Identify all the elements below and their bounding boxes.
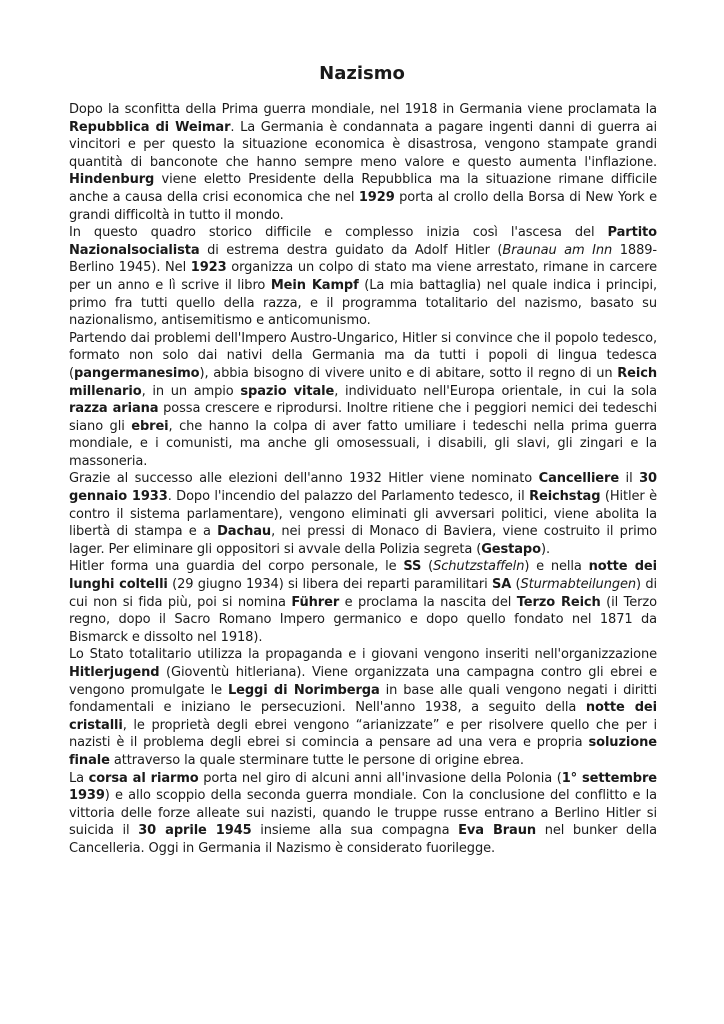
bold-term: Dachau xyxy=(217,524,272,540)
text-run: viene eletto Presidente della Repubblica ma la situazione rimane difficile anche a causa della crisi economica che nel xyxy=(69,172,657,205)
bold-term: notte dei lunghi coltelli xyxy=(69,559,657,593)
bold-term: ebrei xyxy=(131,418,169,434)
text-run: (Gioventù hitleriana). Viene organizzata una campagna contro gli ebrei e vengono promulgate le xyxy=(69,665,657,698)
text-run: , le proprietà degli ebrei vengono “arianizzate” e per risolvere quello che per i nazisti è il problema degli ebrei si comincia a pensare ad una vera e propria xyxy=(69,717,657,751)
bold-term: 1923 xyxy=(190,260,227,276)
text-run: 1889-Berlino 1945). Nel xyxy=(69,242,658,276)
bold-term: 1° settembre 1939 xyxy=(69,770,657,804)
text-run: ( xyxy=(511,577,521,593)
bold-term: 30 gennaio 1933 xyxy=(69,471,658,505)
text-run: ) di cui non si fida più, poi si nomina xyxy=(69,577,657,610)
text-run: porta al crollo della Borsa di New York e grandi difficoltà in tutto il mondo. xyxy=(69,189,657,223)
text-run: ) e allo scoppio della seconda guerra mondiale. Con la conclusione del conflitto e la vittoria delle forze alleate sui nazisti, quando le truppe russe entrano a Berlino Hitler si suicida il xyxy=(69,788,657,839)
bold-term: Leggi di Norimberga xyxy=(227,682,380,698)
bold-term: Terzo Reich xyxy=(516,594,601,610)
text-run: In questo quadro storico difficile e complesso inizia così l'ascesa del xyxy=(69,225,608,241)
text-run: , individuato nell'Europa orientale, in cui la sola xyxy=(334,383,657,399)
bold-term: Partito Nazionalsocialista xyxy=(69,225,657,258)
text-run: (La mia battaglia) nel quale indica i principi, primo fra tutti quello della razza, e il programma totalitario del nazismo, basato su nazionalismo, antisemitismo e anticomunismo. xyxy=(69,277,658,329)
text-run: , che hanno la colpa di aver fatto umiliare i tedeschi nella prima guerra mondiale, e i comunisti, ma anche gli omosessuali, i disabili, gli slavi, gli zingari e la massoneria. xyxy=(69,418,657,469)
bold-term: Hindenburg xyxy=(69,172,155,188)
text-run: possa crescere e riprodursi. Inoltre ritiene che i peggiori nemici dei tedeschi siano gli xyxy=(69,401,657,434)
bold-term: notte dei cristalli xyxy=(69,700,657,733)
paragraph xyxy=(69,470,657,558)
text-run: La xyxy=(69,770,89,786)
bold-term: corsa al riarmo xyxy=(88,770,199,786)
paragraph xyxy=(69,101,657,224)
bold-term: Cancelliere xyxy=(538,471,620,487)
page-title: Nazismo xyxy=(319,63,405,84)
italic-term: Braunau am Inn xyxy=(502,242,613,258)
bold-term: Führer xyxy=(291,594,340,610)
paragraph xyxy=(69,770,657,858)
bold-term: Gestapo xyxy=(481,541,541,557)
text-run: attraverso la quale sterminare tutte le persone di origine ebrea. xyxy=(109,752,524,768)
text-run: nel bunker della Cancelleria. Oggi in Germania il Nazismo è considerato fuorilegge. xyxy=(69,823,657,856)
italic-term: Sturmabteilungen xyxy=(520,577,637,593)
bold-term: Reich millenario xyxy=(69,365,657,399)
bold-term: spazio vitale xyxy=(240,383,335,399)
bold-term: SS xyxy=(403,559,422,575)
text-run: Dopo la sconfitta della Prima guerra mondiale, nel 1918 in Germania viene proclamata la xyxy=(69,102,657,117)
text-run: ), abbia bisogno di vivere unito e di abitare, sotto il regno di un xyxy=(199,365,618,381)
bold-term: 30 aprile 1945 xyxy=(138,823,252,839)
text-run: ( xyxy=(421,559,434,575)
text-run: il xyxy=(619,471,640,487)
paragraph xyxy=(69,558,657,646)
bold-term: Reichstag xyxy=(529,489,601,505)
text-run: Partendo dai problemi dell'Impero Austro-Ungarico, Hitler si convince che il popolo tedesco, formato non solo dai nativi della Germania ma da tutti i popoli di lingua tedesca ( xyxy=(69,330,657,381)
bold-term: 1929 xyxy=(358,189,395,205)
text-run: Grazie al successo alle elezioni dell'anno 1932 Hitler viene nominato xyxy=(69,471,539,487)
bold-term: Mein Kampf xyxy=(270,277,359,293)
text-run: insieme alla sua compagna xyxy=(251,823,459,839)
paragraph xyxy=(69,646,657,769)
text-run: , nei pressi di Monaco di Baviera, viene costruito il primo lager. Per eliminare gli oppositori si avvale della Polizia segreta ( xyxy=(69,524,658,557)
paragraph xyxy=(69,224,657,330)
bold-term: Hitlerjugend xyxy=(69,665,160,680)
text-run: di estrema destra guidato da Adolf Hitler ( xyxy=(199,242,503,258)
text-run: . La Germania è condannata a pagare ingenti danni di guerra ai vincitori e per questo la situazione economica è disastrosa, vengono stampate grandi quantità di banconote che hanno sempre meno valore e questo aumenta l'inflazione. xyxy=(69,119,657,170)
text-run: (il Terzo regno, dopo il Sacro Romano Impero germanico e dopo quello fondato nel 1871 da Bismarck e dissolto nel 1918). xyxy=(69,594,657,645)
italic-term: Schutzstaffeln xyxy=(433,559,525,575)
paragraph xyxy=(69,330,657,471)
text-run: ) e nella xyxy=(524,559,589,575)
text-run: (Hitler è contro il sistema parlamentare), vengono eliminati gli avversari politici, viene abolita la libertà di stampa e a xyxy=(69,489,657,540)
bold-term: razza ariana xyxy=(69,401,159,417)
bold-term: soluzione finale xyxy=(69,735,657,768)
text-run: Hitler forma una guardia del corpo personale, le xyxy=(69,559,404,575)
text-run: (29 giugno 1934) si libera dei reparti paramilitari xyxy=(167,577,492,593)
text-run: e proclama la nascita del xyxy=(339,594,517,610)
bold-term: Eva Braun xyxy=(458,823,537,839)
text-run: . Dopo l'incendio del palazzo del Parlamento tedesco, il xyxy=(167,489,530,505)
text-run: , in un ampio xyxy=(141,383,241,399)
text-run: Lo Stato totalitario utilizza la propaganda e i giovani vengono inseriti nell'organizzazione xyxy=(69,647,657,663)
bold-term: pangermanesimo xyxy=(73,365,200,381)
bold-term: Repubblica di Weimar xyxy=(69,119,231,135)
text-run: in base alle quali vengono negati i diritti fondamentali e iniziano le persecuzioni. Nell'anno 1938, a seguito della xyxy=(69,682,657,716)
text-run: porta nel giro di alcuni anni all'invasione della Polonia ( xyxy=(198,770,562,786)
document-body xyxy=(69,101,657,858)
text-run: ). xyxy=(540,541,550,557)
text-run: organizza un colpo di stato ma viene arrestato, rimane in carcere per un anno e lì scrive il libro xyxy=(69,260,657,293)
bold-term: SA xyxy=(491,577,512,593)
